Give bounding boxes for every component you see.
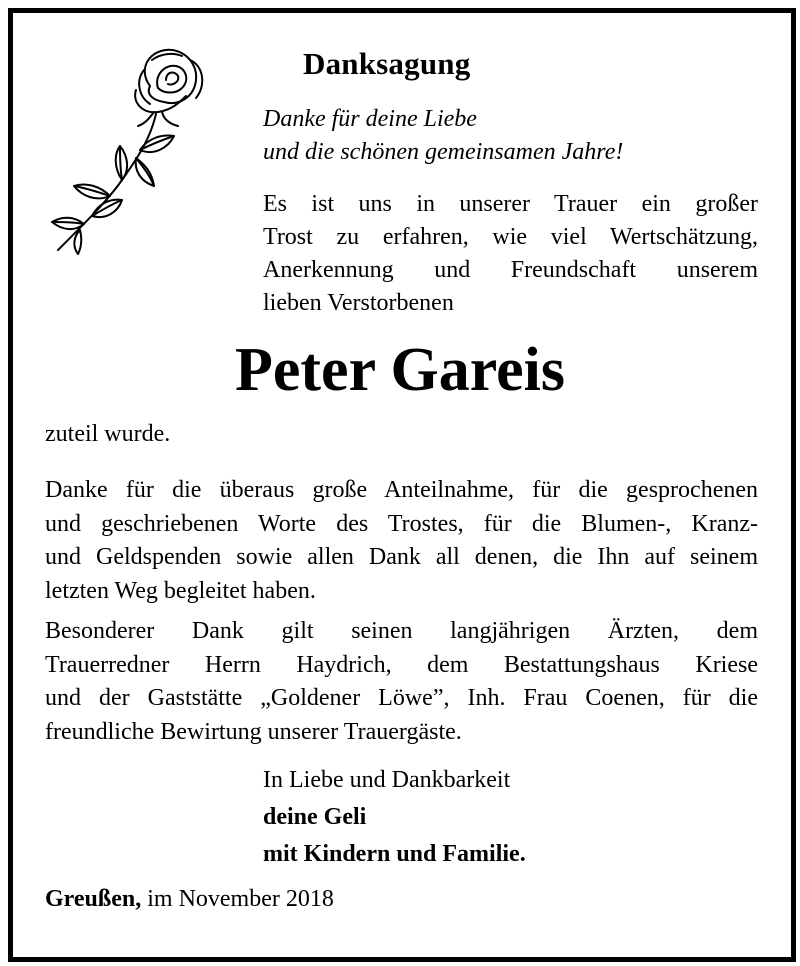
thanks-paragraph bbox=[45, 474, 758, 608]
paragraph-line: Trauerredner Herrn Haydrich, dem Bestattungshaus Kriese bbox=[45, 651, 758, 678]
intro-line: Trost zu erfahren, wie viel Wertschätzung, bbox=[263, 224, 758, 250]
special-thanks-paragraph bbox=[45, 615, 758, 749]
deceased-name: Peter Gareis bbox=[235, 336, 565, 404]
intro-text bbox=[263, 188, 758, 320]
place-date bbox=[45, 886, 334, 913]
intro-line: Anerkennung und Freundschaft unserem bbox=[263, 257, 758, 283]
paragraph-line: und der Gaststätte „Goldener Löwe”, Inh. Frau Coenen, für die bbox=[45, 685, 758, 711]
intro-line: Es ist uns in unserer Trauer ein großer bbox=[263, 191, 758, 217]
intro-line: lieben Verstorbenen bbox=[263, 290, 454, 316]
after-name-text: zuteil wurde. bbox=[45, 421, 171, 447]
motto-line: Danke für deine Liebe bbox=[263, 106, 477, 132]
paragraph-line: freundliche Bewirtung unserer Trauergäste. bbox=[45, 718, 462, 745]
place: Greußen, bbox=[45, 886, 142, 912]
closing-phrase: In Liebe und Dankbarkeit bbox=[263, 767, 511, 793]
motto bbox=[263, 103, 623, 169]
notice-title: Danksagung bbox=[303, 46, 471, 81]
paragraph-line: und geschriebenen Worte des Trostes, für die Blumen-, Kranz- bbox=[45, 510, 758, 537]
closing-signature bbox=[263, 762, 526, 873]
motto-line: und die schönen gemeinsamen Jahre! bbox=[263, 139, 624, 165]
paragraph-line: letzten Weg begleitet haben. bbox=[45, 577, 316, 604]
rose-icon bbox=[40, 40, 215, 260]
paragraph-line: und Geldspenden sowie allen Dank all denen, die Ihn auf seinem bbox=[45, 544, 758, 570]
paragraph-line: Danke für die überaus große Anteilnahme, für die gesprochenen bbox=[45, 477, 758, 503]
signer-family: mit Kindern und Familie. bbox=[263, 841, 526, 867]
date: im November 2018 bbox=[141, 886, 334, 912]
paragraph-line: Besonderer Dank gilt seinen langjährigen Ärzten, dem bbox=[45, 618, 758, 644]
signer-name: deine Geli bbox=[263, 804, 367, 830]
